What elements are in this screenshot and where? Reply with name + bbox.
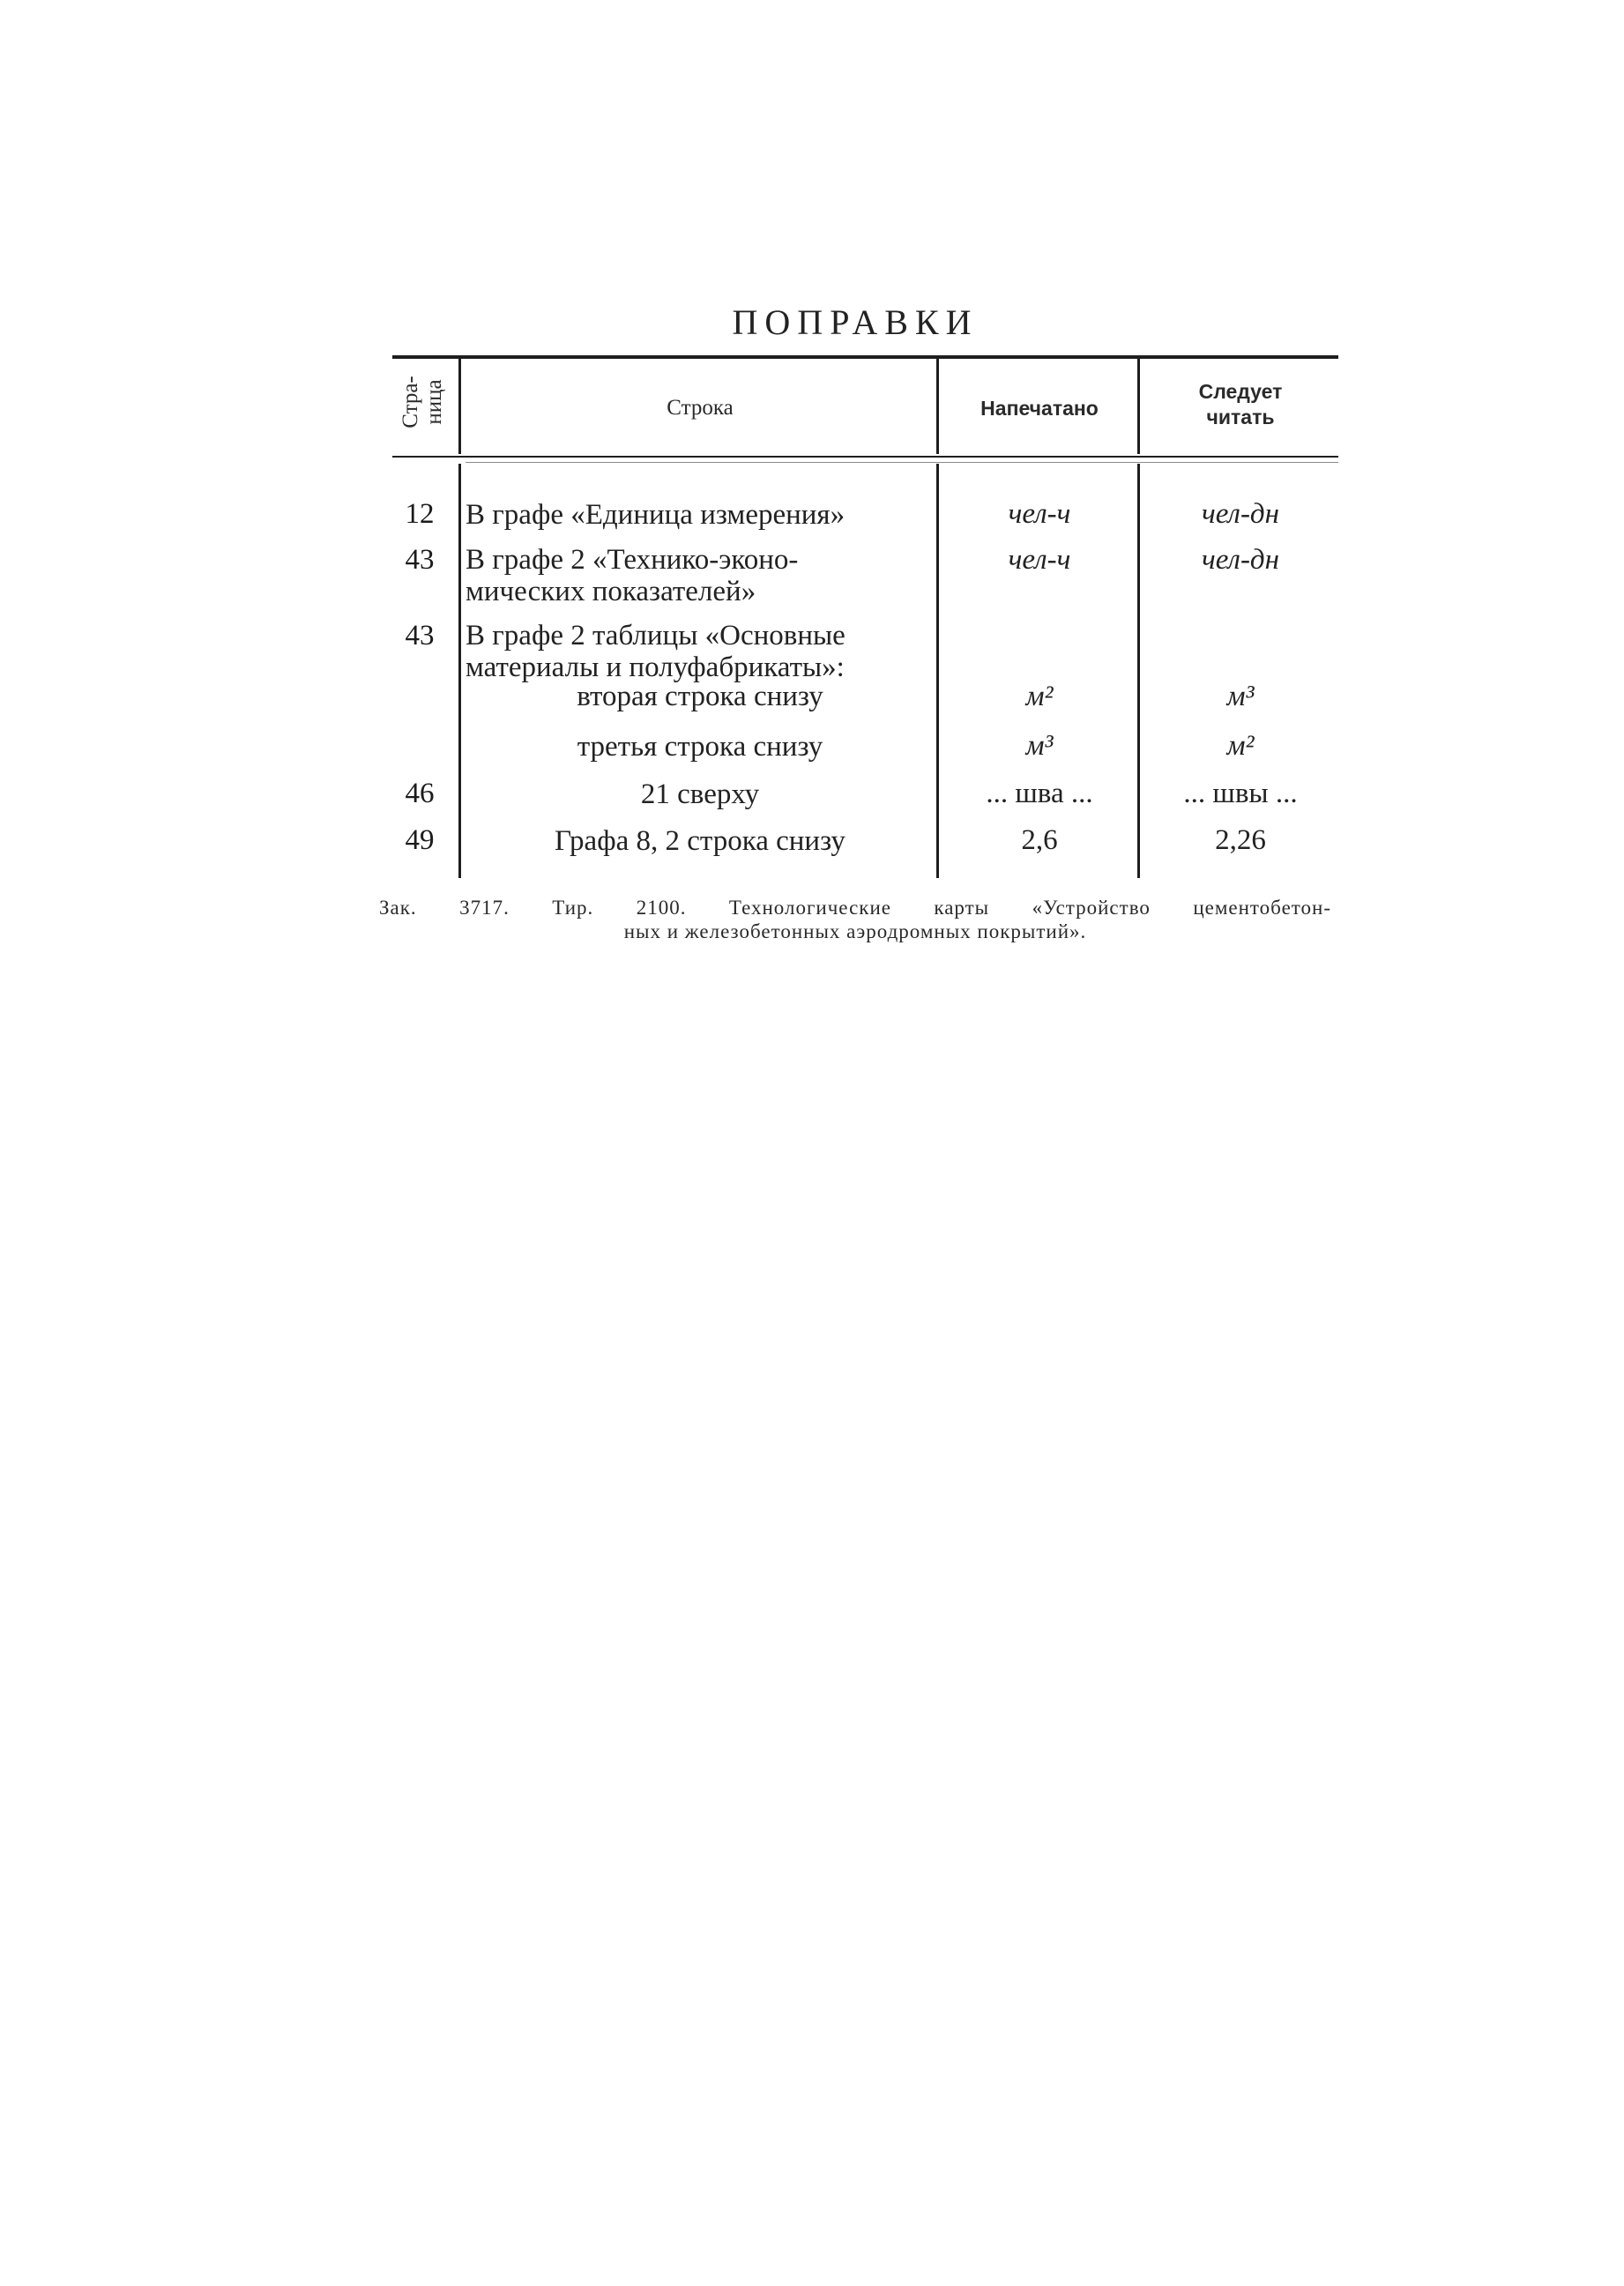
row-page: 46 <box>405 778 435 809</box>
header-printed-label: Напечатано <box>980 397 1099 420</box>
row-printed: м² <box>1025 681 1054 712</box>
row-line: 21 сверху <box>640 778 760 810</box>
row-page: 12 <box>405 498 435 530</box>
row-line: В графе 2 таблицы «Основные материалы и полуфабрикаты»: <box>466 620 846 683</box>
imprint-footer <box>379 896 1331 943</box>
column-divider-line <box>936 357 939 454</box>
header-page-text: Стра- ница <box>399 376 446 428</box>
row-correct: м³ <box>1226 681 1255 712</box>
imprint-line-1: Зак. 3717. Тир. 2100. Технологические карты «Устройство цементобетон- <box>379 897 1331 919</box>
imprint-line-2: ных и железобетонных аэродромных покрытий». <box>623 920 1087 942</box>
header-divider-rule <box>466 462 1338 463</box>
row-printed: чел-ч <box>1008 544 1071 576</box>
row-line: вторая строка снизу <box>577 681 823 712</box>
column-divider-printed <box>1137 357 1140 454</box>
row-line: третья строка снизу <box>577 731 823 763</box>
row-printed: 2,6 <box>1021 824 1058 856</box>
row-line: В графе 2 «Технико-эконо- мических показателей» <box>466 544 799 607</box>
header-page-label <box>399 376 446 428</box>
row-correct: ... швы ... <box>1183 778 1298 809</box>
row-correct: чел-дн <box>1201 498 1279 530</box>
row-printed: чел-ч <box>1008 498 1071 530</box>
column-divider-page <box>458 357 461 454</box>
table-top-rule <box>392 355 1338 359</box>
header-page-cell <box>389 351 456 453</box>
column-divider-printed-body <box>1137 464 1140 878</box>
header-line-label: Строка <box>667 396 734 420</box>
row-correct: 2,26 <box>1215 824 1266 856</box>
row-correct: чел-дн <box>1201 544 1279 576</box>
column-divider-line-body <box>936 464 939 878</box>
row-printed: ... шва ... <box>986 778 1093 809</box>
column-divider-page-body <box>458 464 461 878</box>
row-page: 49 <box>405 824 435 856</box>
page-title: ПОПРАВКИ <box>732 302 979 342</box>
row-page: 43 <box>405 620 435 652</box>
row-line: В графе «Единица измерения» <box>466 499 846 531</box>
row-printed: м³ <box>1025 730 1054 762</box>
row-line: Графа 8, 2 строка снизу <box>555 825 846 857</box>
row-correct: м² <box>1226 730 1255 762</box>
header-bottom-rule <box>392 456 1338 458</box>
header-correct-label: Следует читать <box>1198 380 1283 428</box>
row-page: 43 <box>405 544 435 576</box>
